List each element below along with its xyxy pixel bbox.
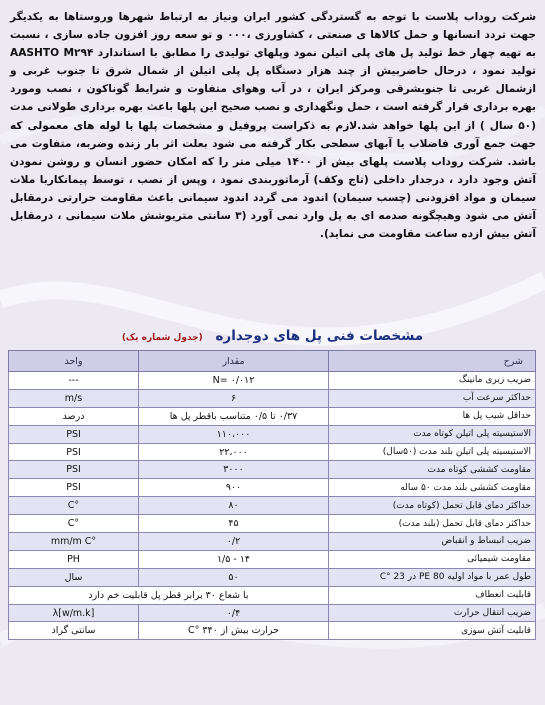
cell-desc: قابلیت انعطاف	[329, 586, 536, 604]
section-title	[0, 328, 545, 350]
cell-desc: الاستیسیته پلی اتیلن بلند مدت (۵۰سال)	[329, 443, 536, 461]
cell-unit: PSI	[9, 461, 139, 479]
table-number-tag: (جدول شماره یک)	[121, 333, 203, 343]
cell-desc: طول عمر با مواد اولیه PE 80 در C° 23	[329, 568, 536, 586]
cell-value: ۱۱۰،۰۰۰	[139, 425, 329, 443]
cell-desc: حداکثر سرعت آب	[329, 389, 536, 407]
cell-value: N= ۰/۰۱۲	[139, 372, 329, 390]
table-row	[9, 515, 536, 533]
cell-desc: مقاومت کششی کوتاه مدت	[329, 461, 536, 479]
section-title-text: مشخصات فنی پل های دوجداره	[215, 328, 424, 344]
table-row	[9, 425, 536, 443]
intro-text-part1: شرکت روداب پلاست با توجه به گستردگی کشور ایران ونیاز به ارتباط شهرها وروستاها به یکدیگر جهت تردد انسانها و حمل کالاها ی صنعتی ، کشاورزی ،۰۰۰ و تو سعه روز افزون جاده سازی ، نسبت به تهیه چهار خط تولید پل های پلی اتیلن نمود وپلهای تولیدی را مطابق با استاندارد	[10, 11, 536, 60]
cell-unit: m/s	[9, 389, 139, 407]
header-desc: شرح	[329, 351, 536, 372]
cell-value: ۸۰	[139, 497, 329, 515]
cell-desc: الاستیسیته پلی اتیلن کوتاه مدت	[329, 425, 536, 443]
cell-desc: ضریب انتقال حرارت	[329, 604, 536, 622]
cell-desc: ضریب انبساط و انقباض	[329, 533, 536, 551]
table-row	[9, 372, 536, 390]
cell-desc: حداکثر دمای قابل تحمل (کوتاه مدت)	[329, 497, 536, 515]
table-row	[9, 550, 536, 568]
cell-value: ۱۴ - ۱/۵	[139, 550, 329, 568]
cell-value: ۴۵	[139, 515, 329, 533]
table-row	[9, 622, 536, 640]
standard-name: AASHTO	[10, 47, 60, 60]
cell-unit: ---	[9, 372, 139, 390]
cell-desc: مقاومت شیمیائی	[329, 550, 536, 568]
cell-desc: قابلیت آتش سوزی	[329, 622, 536, 640]
spec-table	[8, 350, 536, 640]
cell-value: ۲۲،۰۰۰	[139, 443, 329, 461]
cell-value: ۹۰۰	[139, 479, 329, 497]
cell-value: ۰/۲	[139, 533, 329, 551]
cell-unit: سال	[9, 568, 139, 586]
cell-unit: درصد	[9, 407, 139, 425]
table-row	[9, 586, 536, 604]
table-row	[9, 479, 536, 497]
standard-code: M۲۹۴	[63, 47, 94, 60]
table-row	[9, 443, 536, 461]
cell-value: حرارت بیش از C° ۳۴۰	[139, 622, 329, 640]
table-row	[9, 604, 536, 622]
cell-unit: سانتی گراد	[9, 622, 139, 640]
cell-value: ۶	[139, 389, 329, 407]
table-row	[9, 533, 536, 551]
cell-merged-value: با شعاع ۳۰ برابر قطر پل قابلیت خم دارد	[9, 586, 329, 604]
cell-unit: PSI	[9, 425, 139, 443]
header-unit: واحد	[9, 351, 139, 372]
cell-unit: mm/m C°	[9, 533, 139, 551]
cell-desc: مقاومت کششی بلند مدت ۵۰ ساله	[329, 479, 536, 497]
intro-paragraph	[10, 8, 536, 243]
cell-unit: PSI	[9, 443, 139, 461]
cell-value: ۰/۴	[139, 604, 329, 622]
cell-desc: حداقل شیب پل ها	[329, 407, 536, 425]
table-row	[9, 461, 536, 479]
table-row	[9, 407, 536, 425]
cell-unit: C°	[9, 515, 139, 533]
table-row	[9, 389, 536, 407]
intro-text-part2: تولید نمود ، درحال حاضربیش از چند هزار دستگاه پل پلی اتیلن از شمال شرق تا جنوب غربی و ازشمال غربی تا جنوبشرقی ومرکز ایران ، در آب وهوای متفاوت و شرایط گوناکون ، نصب ومورد بهره برداری قرار گرفته است ، حمل ونگهداری و نصب صحیح این پلها باعث بهره برداری طولانی مدت (۵۰ سال ) از این پلها خواهد شد.لازم به ذکراست پروفیل و مشخصات پلها با لوله های معمولی که جهت جمع آوری فاضلاب یا آبهای سطحی بکار گرفته می شود بعلت اثر بار زنده وضربه، متفاوت می باشد. شرکت روداب پلاست پلهای بیش از ۱۴۰۰ میلی متر را که امکان حضور انسان و روشن نمودن آتش وجود دارد ، درجدار داخلی (تاج وکف) آرماتوربندی نمود ، وپس از نصب ، توسط پیمانکاربا ملات سیمان و مواد افزودنی (چسب سیمان) اندود می گردد اندود سیمانی باعث مقاومت حرارتی درمقابل آتش می شود وهیچگونه صدمه ای به پل وارد نمی آورد (۳ سانتی متریوشش ملات سیمانی ، درمقابل آتش بیش ازده ساعت مقاومت می نماید).	[10, 65, 537, 241]
table-row	[9, 497, 536, 515]
cell-value: ۰/۳۷ تا ۰/۵ متناسب باقطر پل ها	[139, 407, 329, 425]
cell-unit: λ[w/m.k]	[9, 604, 139, 622]
cell-unit: PSI	[9, 479, 139, 497]
table-row	[9, 568, 536, 586]
header-value: مقدار	[139, 351, 329, 372]
table-header-row	[9, 351, 536, 372]
cell-unit: C°	[9, 497, 139, 515]
cell-value: ۳۰۰۰	[139, 461, 329, 479]
cell-desc: حداکثر دمای قابل تحمل (بلند مدت)	[329, 515, 536, 533]
cell-desc: ضریب زبری مانینگ	[329, 372, 536, 390]
cell-value: ۵۰	[139, 568, 329, 586]
cell-unit: PH	[9, 550, 139, 568]
